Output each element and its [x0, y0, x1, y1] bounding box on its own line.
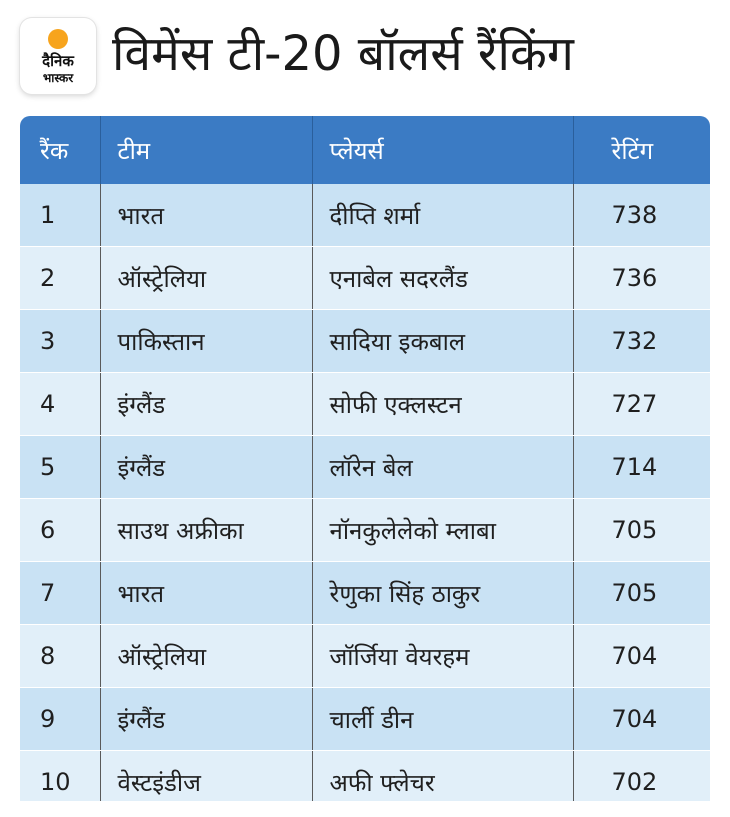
sun-icon	[48, 29, 68, 49]
table-row	[20, 625, 710, 688]
column-header-rating: रेटिंग	[573, 116, 710, 184]
table-row	[20, 751, 710, 802]
cell-rank: 5	[20, 436, 100, 499]
header	[20, 14, 710, 104]
cell-player: सोफी एक्लस्टन	[312, 373, 573, 436]
cell-team: साउथ अफ्रीका	[100, 499, 312, 562]
cell-player: नॉनकुलेलेको म्लाबा	[312, 499, 573, 562]
cell-player: एनाबेल सदरलैंड	[312, 247, 573, 310]
cell-rank: 6	[20, 499, 100, 562]
page-title: विमेंस टी-20 बॉलर्स रैंकिंग	[112, 26, 574, 82]
cell-team: इंग्लैंड	[100, 373, 312, 436]
logo-text-line2: भास्कर	[42, 71, 74, 85]
cell-rank: 1	[20, 184, 100, 247]
rankings-table	[20, 116, 710, 801]
cell-player: जॉर्जिया वेयरहम	[312, 625, 573, 688]
column-header-rank: रैंक	[20, 116, 100, 184]
cell-team: ऑस्ट्रेलिया	[100, 625, 312, 688]
cell-rating: 727	[573, 373, 710, 436]
cell-rating: 738	[573, 184, 710, 247]
table-row	[20, 247, 710, 310]
cell-rank: 10	[20, 751, 100, 802]
table-row	[20, 562, 710, 625]
cell-rank: 9	[20, 688, 100, 751]
cell-rating: 705	[573, 562, 710, 625]
cell-rank: 7	[20, 562, 100, 625]
cell-player: लॉरेन बेल	[312, 436, 573, 499]
dainik-bhaskar-logo	[20, 18, 96, 94]
cell-team: वेस्टइंडीज	[100, 751, 312, 802]
cell-player: रेणुका सिंह ठाकुर	[312, 562, 573, 625]
logo-text-line1: दैनिक	[42, 52, 74, 70]
cell-player: अफी फ्लेचर	[312, 751, 573, 802]
cell-rating: 705	[573, 499, 710, 562]
cell-player: चार्ली डीन	[312, 688, 573, 751]
cell-rating: 704	[573, 688, 710, 751]
cell-team: इंग्लैंड	[100, 436, 312, 499]
table-row	[20, 184, 710, 247]
cell-rank: 2	[20, 247, 100, 310]
cell-rank: 3	[20, 310, 100, 373]
cell-team: भारत	[100, 184, 312, 247]
column-header-team: टीम	[100, 116, 312, 184]
cell-rating: 714	[573, 436, 710, 499]
cell-player: सादिया इकबाल	[312, 310, 573, 373]
table-header-row	[20, 116, 710, 184]
cell-rating: 736	[573, 247, 710, 310]
table-row	[20, 310, 710, 373]
table-row	[20, 688, 710, 751]
rankings-table-container	[20, 116, 710, 801]
cell-rating: 704	[573, 625, 710, 688]
cell-rating: 732	[573, 310, 710, 373]
table-row	[20, 499, 710, 562]
cell-team: पाकिस्तान	[100, 310, 312, 373]
column-header-player: प्लेयर्स	[312, 116, 573, 184]
table-row	[20, 373, 710, 436]
table-row	[20, 436, 710, 499]
cell-rank: 4	[20, 373, 100, 436]
cell-team: ऑस्ट्रेलिया	[100, 247, 312, 310]
cell-team: इंग्लैंड	[100, 688, 312, 751]
cell-rank: 8	[20, 625, 100, 688]
cell-player: दीप्ति शर्मा	[312, 184, 573, 247]
cell-team: भारत	[100, 562, 312, 625]
cell-rating: 702	[573, 751, 710, 802]
